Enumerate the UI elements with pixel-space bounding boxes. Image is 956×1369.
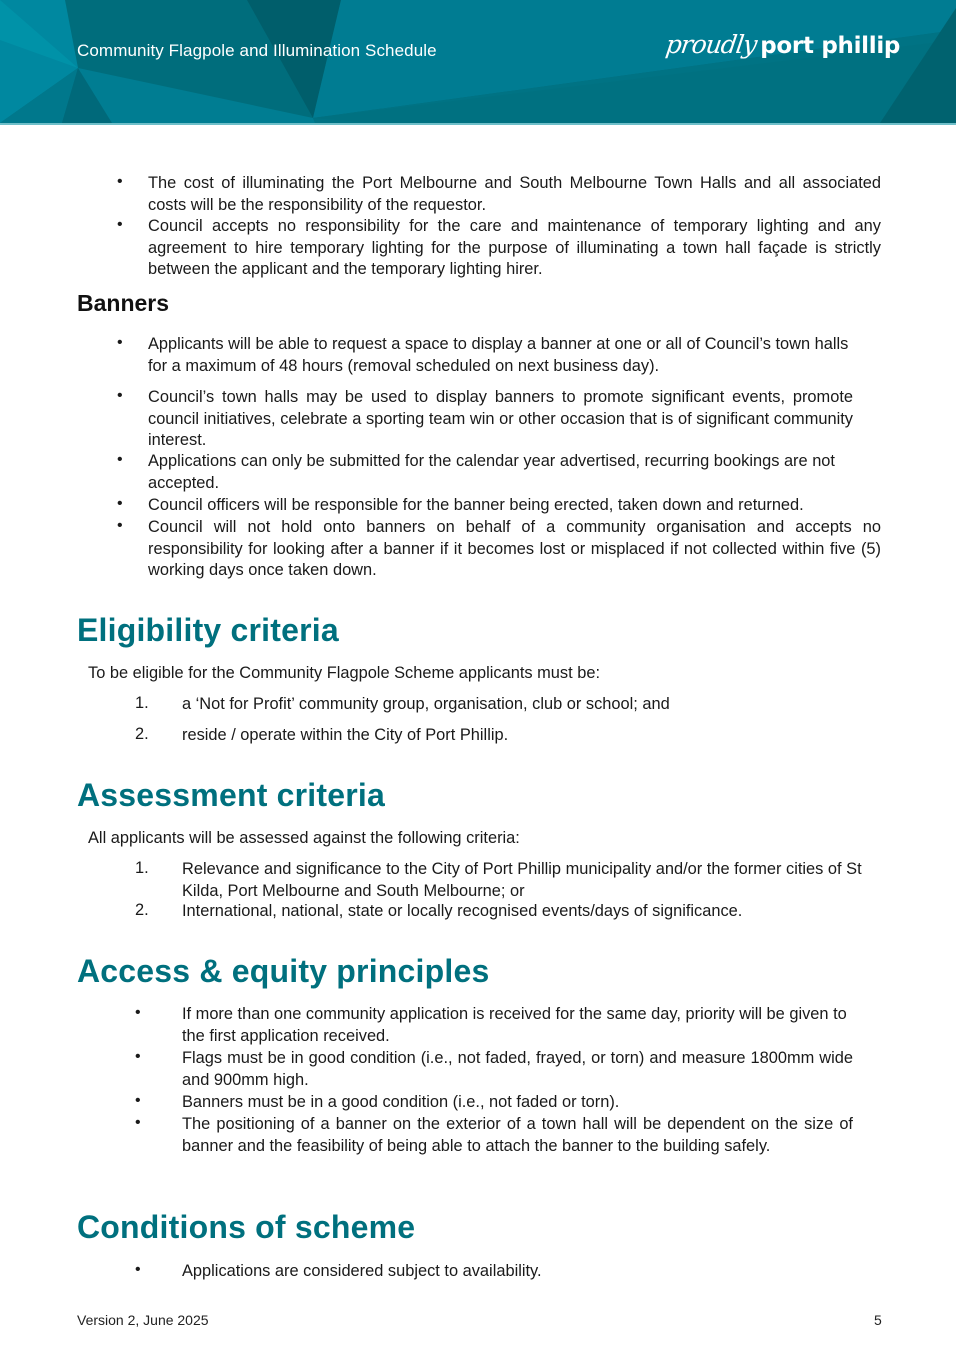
footer-page-number: 5	[874, 1312, 882, 1328]
logo-bold-text: port phillip	[760, 33, 901, 59]
document-title: Community Flagpole and Illumination Schedule	[77, 41, 437, 60]
access-equity-heading: Access & equity principles	[77, 953, 490, 989]
bullet-icon: •	[135, 1261, 141, 1278]
bullet-icon: •	[117, 451, 123, 468]
list-number: 2.	[135, 901, 149, 919]
list-number: 1.	[135, 694, 149, 712]
banners-bullet-2: Council’s town halls may be used to display banners to promote significant events, promote council initiatives, celebrate a sporting team win or other occasion that is of significant community interest.	[148, 388, 853, 449]
illumination-bullet-1: The cost of illuminating the Port Melbourne and South Melbourne Town Halls and all associated costs will be the responsibility of the requestor.	[148, 174, 881, 214]
logo-script-text: proudly	[663, 30, 759, 59]
assessment-item-1: Relevance and significance to the City of Port Phillip municipality and/or the former cities of St Kilda, Port Melbourne and South Melbourne; or	[182, 860, 862, 900]
list-number: 2.	[135, 725, 149, 743]
page-header	[0, 0, 956, 123]
bullet-icon: •	[117, 495, 123, 512]
bullet-icon: •	[117, 216, 123, 233]
bullet-icon: •	[117, 334, 123, 351]
banners-bullet-1: Applicants will be able to request a space to display a banner at one or all of Council’s town halls for a maximum of 48 hours (removal scheduled on next business day).	[148, 335, 849, 375]
banners-bullet-5: Council will not hold onto banners on behalf of a community organisation and accepts no responsibility for looking after a banner if it becomes lost or misplaced if not collected within five (5) working days once taken down.	[148, 518, 881, 579]
eligibility-item-2: reside / operate within the City of Port Phillip.	[182, 726, 509, 744]
assessment-heading: Assessment criteria	[77, 777, 385, 813]
banners-heading: Banners	[77, 290, 170, 316]
bullet-icon: •	[135, 1048, 141, 1065]
assessment-item-2: International, national, state or locally recognised events/days of significance.	[182, 902, 743, 920]
header-geometric-background	[0, 0, 956, 123]
bullet-icon: •	[135, 1114, 141, 1131]
bullet-icon: •	[117, 387, 123, 404]
assessment-intro: All applicants will be assessed against the following criteria:	[88, 829, 520, 847]
illumination-bullet-2: Council accepts no responsibility for the care and maintenance of temporary lighting and any agreement to hire temporary lighting for the purpose of illuminating a town hall façade is strictly between the applicant and the temporary lighting hirer.	[148, 217, 881, 278]
access-bullet-4: The positioning of a banner on the exterior of a town hall will be dependent on the size of banner and the feasibility of being able to attach the banner to the building safely.	[182, 1115, 853, 1155]
conditions-heading: Conditions of scheme	[77, 1209, 416, 1245]
access-bullet-3: Banners must be in a good condition (i.e., not faded or torn).	[182, 1093, 620, 1111]
banners-bullet-4: Council officers will be responsible for the banner being erected, taken down and returned.	[148, 496, 804, 514]
list-number: 1.	[135, 859, 149, 877]
eligibility-heading: Eligibility criteria	[77, 612, 339, 648]
access-bullet-2: Flags must be in good condition (i.e., not faded, frayed, or torn) and measure 1800mm wide and 900mm high.	[182, 1049, 853, 1089]
footer-version: Version 2, June 2025	[77, 1312, 209, 1328]
conditions-bullet-1: Applications are considered subject to availability.	[182, 1262, 542, 1280]
bullet-icon: •	[135, 1092, 141, 1109]
bullet-icon: •	[117, 173, 123, 190]
bullet-icon: •	[117, 517, 123, 534]
banners-bullet-3: Applications can only be submitted for the calendar year advertised, recurring bookings are not accepted.	[148, 452, 835, 492]
eligibility-intro: To be eligible for the Community Flagpole Scheme applicants must be:	[88, 664, 601, 682]
eligibility-item-1: a ‘Not for Profit’ community group, organisation, club or school; and	[182, 695, 670, 713]
header-divider	[0, 123, 956, 125]
access-bullet-1: If more than one community application is received for the same day, priority will be given to the first application received.	[182, 1005, 847, 1045]
proudly-port-phillip-logo	[663, 30, 901, 59]
bullet-icon: •	[135, 1004, 141, 1021]
